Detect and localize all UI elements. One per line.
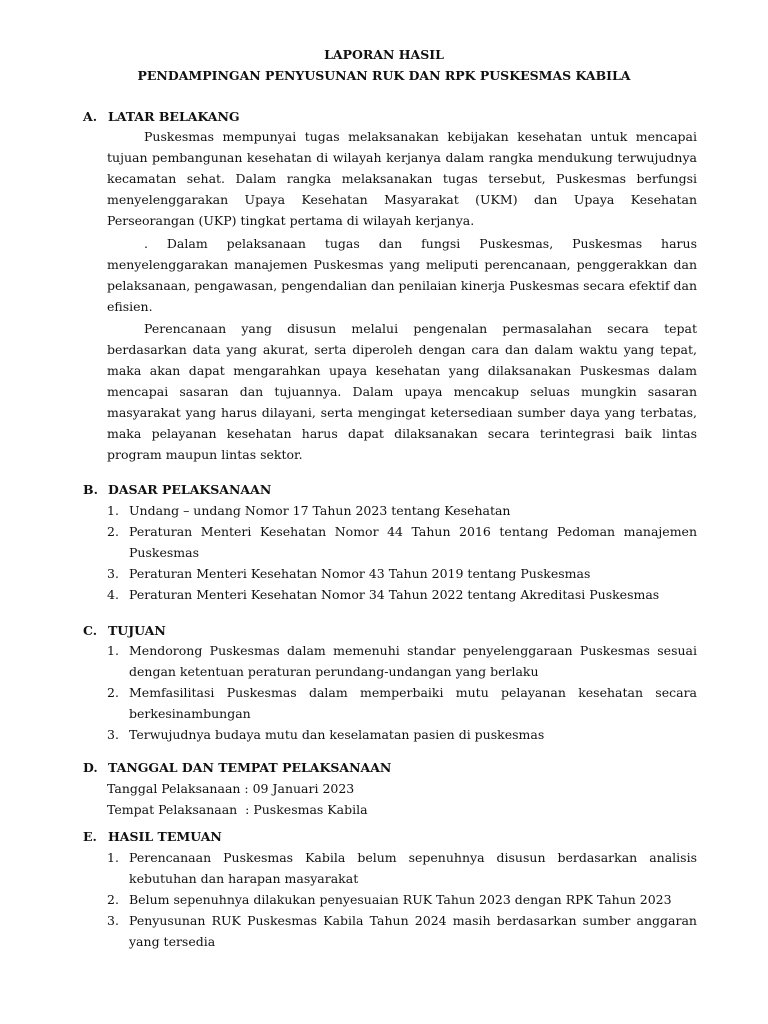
list-item: [107, 910, 697, 952]
list-item-text: Penyusunan RUK Puskesmas Kabila Tahun 2024 masih berdasarkan sumber anggaran yang tersedia: [129, 913, 697, 949]
list-item-number: 3.: [107, 913, 119, 928]
list-item: [107, 724, 697, 745]
event-date: Tanggal Pelaksanaan : 09 Januari 2023: [107, 781, 355, 796]
section-a-paragraph-3: Perencanaan yang disusun melalui pengenalan permasalahan secara tepat berdasarkan data yang akurat, serta diperoleh dengan cara dan dalam waktu yang tepat, maka akan dapat mengarahkan upaya kesehatan yang dilaksanakan Puskesmas dalam mencapai sasaran dan tujuannya. Dalam upaya mencakup seluas mungkin sasaran masyarakat yang harus dilayani, serta mengingat ketersediaan sumber daya yang terbatas, maka pelayanan kesehatan harus dapat dilaksanakan secara terintegrasi baik lintas program maupun lintas sektor.: [107, 321, 697, 462]
list-item-text: Peraturan Menteri Kesehatan Nomor 43 Tahun 2019 tentang Puskesmas: [129, 566, 591, 581]
list-item-number: 3.: [107, 727, 119, 742]
list-item-number: 1.: [107, 643, 119, 658]
section-b-letter: B.: [83, 482, 98, 497]
section-e-list: [107, 847, 697, 952]
list-item-number: 1.: [107, 850, 119, 865]
section-a-paragraph-2: . Dalam pelaksanaan tugas dan fungsi Puskesmas, Puskesmas harus menyelenggarakan manajemen Puskesmas yang meliputi perencanaan, penggerakkan dan pelaksanaan, pengawasan, pengendalian dan penilaian kinerja Puskesmas secara efektif dan efisien.: [107, 236, 697, 314]
list-item: [107, 521, 697, 563]
list-item: [107, 682, 697, 724]
section-c-letter: C.: [83, 623, 98, 638]
list-item-number: 1.: [107, 503, 119, 518]
document-title-line-2: PENDAMPINGAN PENYUSUNAN RUK DAN RPK PUSKESMAS KABILA: [137, 68, 631, 83]
list-item-text: Peraturan Menteri Kesehatan Nomor 34 Tahun 2022 tentang Akreditasi Puskesmas: [129, 587, 660, 602]
event-place: Tempat Pelaksanaan : Puskesmas Kabila: [107, 802, 368, 817]
section-a-paragraph-1: Puskesmas mempunyai tugas melaksanakan kebijakan kesehatan untuk mencapai tujuan pembangunan kesehatan di wilayah kerjanya dalam rangka mendukung terwujudnya kecamatan sehat. Dalam rangka melaksanakan tugas tersebut, Puskesmas berfungsi menyelenggarakan Upaya Kesehatan Masyarakat (UKM) dan Upaya Kesehatan Perseorangan (UKP) tingkat pertama di wilayah kerjanya.: [107, 129, 697, 228]
list-item-number: 2.: [107, 892, 119, 907]
section-a-title: LATAR BELAKANG: [108, 109, 240, 124]
list-item-text: Terwujudnya budaya mutu dan keselamatan pasien di puskesmas: [129, 727, 545, 742]
section-b-list: [107, 500, 697, 605]
list-item: [107, 640, 697, 682]
list-item-text: Mendorong Puskesmas dalam memenuhi standar penyelenggaraan Puskesmas sesuai dengan ketentuan peraturan perundang-undangan yang berlaku: [129, 643, 697, 679]
list-item-number: 3.: [107, 566, 119, 581]
section-e-title: HASIL TEMUAN: [108, 829, 222, 844]
section-c-title: TUJUAN: [108, 623, 166, 638]
section-c-list: [107, 640, 697, 745]
list-item: [107, 584, 697, 605]
section-d-heading: [83, 760, 391, 775]
section-b-heading: [83, 482, 271, 497]
list-item: [107, 889, 697, 910]
list-item-text: Perencanaan Puskesmas Kabila belum sepenuhnya disusun berdasarkan analisis kebutuhan dan harapan masyarakat: [129, 850, 697, 886]
list-item-text: Memfasilitasi Puskesmas dalam memperbaiki mutu pelayanan kesehatan secara berkesinambungan: [129, 685, 697, 721]
list-item: [107, 563, 697, 584]
section-a-heading: [83, 109, 240, 124]
list-item-text: Peraturan Menteri Kesehatan Nomor 44 Tahun 2016 tentang Pedoman manajemen Puskesmas: [129, 524, 697, 560]
list-item-number: 2.: [107, 524, 119, 539]
list-item-number: 4.: [107, 587, 119, 602]
document-title-line-1: LAPORAN HASIL: [324, 47, 444, 62]
list-item: [107, 500, 697, 521]
section-d-title: TANGGAL DAN TEMPAT PELAKSANAAN: [108, 760, 392, 775]
section-a-letter: A.: [83, 109, 98, 124]
list-item-text: Belum sepenuhnya dilakukan penyesuaian RUK Tahun 2023 dengan RPK Tahun 2023: [129, 892, 672, 907]
section-c-heading: [83, 623, 166, 638]
list-item: [107, 847, 697, 889]
list-item-text: Undang – undang Nomor 17 Tahun 2023 tentang Kesehatan: [129, 503, 511, 518]
section-b-title: DASAR PELAKSANAAN: [108, 482, 272, 497]
list-item-number: 2.: [107, 685, 119, 700]
section-e-letter: E.: [83, 829, 97, 844]
section-e-heading: [83, 829, 222, 844]
section-d-letter: D.: [83, 760, 98, 775]
